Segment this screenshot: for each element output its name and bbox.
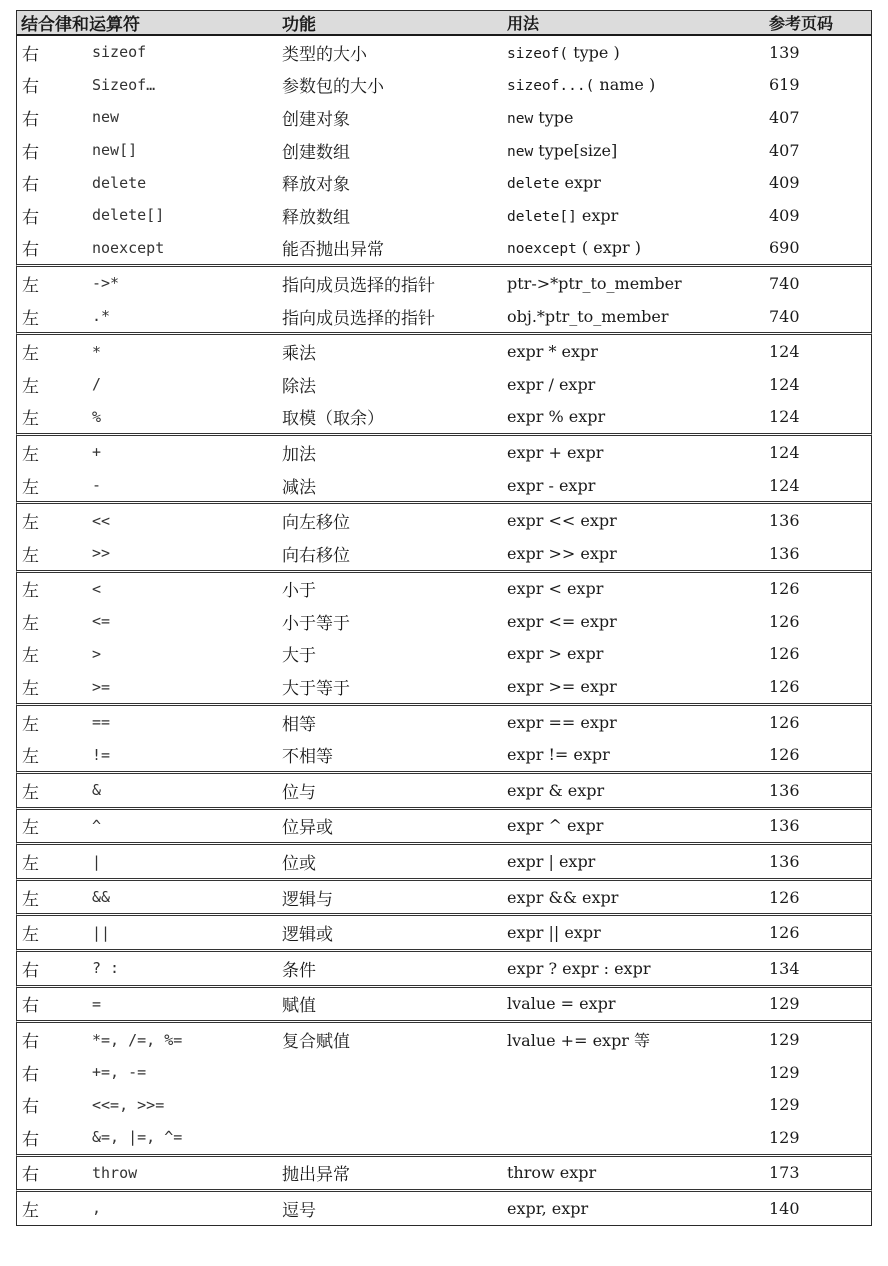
precedence-group [16, 573, 872, 706]
function-cell: 条件 [282, 960, 316, 981]
page-cell: 136 [769, 816, 800, 836]
table-row [17, 845, 871, 878]
associativity-cell: 左 [22, 714, 39, 735]
function-cell: 位异或 [282, 818, 333, 839]
page-cell: 136 [769, 780, 800, 800]
header-associativity-operator: 结合律和运算符 [21, 15, 140, 35]
usage-segment: expr ^ expr [507, 816, 604, 836]
operator-cell: &=, |=, ^= [92, 1128, 183, 1147]
usage-cell [507, 108, 769, 127]
table-row [17, 537, 871, 570]
usage-segment: expr + expr [507, 442, 604, 462]
associativity-cell: 左 [22, 782, 39, 803]
operator-cell: .* [92, 307, 111, 326]
page-cell: 134 [769, 958, 800, 978]
usage-segment: expr / expr [507, 374, 596, 394]
table-row [17, 810, 871, 843]
operator-cell: < [92, 579, 102, 598]
usage-cell [507, 342, 769, 361]
usage-segment: new [507, 110, 534, 127]
precedence-group [16, 810, 872, 846]
page-cell: 619 [769, 75, 800, 95]
associativity-cell: 左 [22, 679, 39, 700]
precedence-group [16, 774, 872, 810]
header-page-reference: 参考页码 [769, 14, 834, 33]
operator-cell: new[] [92, 141, 138, 160]
page-cell: 409 [769, 173, 800, 193]
function-cell: 不相等 [282, 747, 333, 768]
table-row [17, 300, 871, 333]
associativity-cell: 右 [22, 996, 39, 1017]
operator-cell: ? : [92, 959, 120, 978]
usage-cell [507, 307, 769, 326]
function-cell: 取模（取余） [282, 409, 384, 430]
function-cell: 释放数组 [282, 207, 350, 228]
usage-segment: ptr->*ptr_to_member [507, 273, 682, 293]
usage-segment: sizeof( [507, 45, 569, 62]
usage-cell [507, 579, 769, 598]
usage-segment: lvalue = expr [507, 994, 616, 1014]
table-row [17, 706, 871, 739]
page-cell: 407 [769, 140, 800, 160]
page-cell: 173 [769, 1163, 800, 1183]
usage-segment: ( expr ) [576, 238, 641, 258]
function-cell: 向右移位 [282, 545, 350, 566]
usage-cell [507, 994, 769, 1013]
usage-segment: expr * expr [507, 342, 598, 362]
usage-segment: type ) [568, 42, 620, 62]
usage-segment: delete [507, 176, 560, 193]
function-cell: 位或 [282, 854, 316, 875]
associativity-cell: 右 [22, 960, 39, 981]
table-row [17, 1192, 871, 1225]
table-row [17, 101, 871, 134]
associativity-cell: 右 [22, 1097, 39, 1118]
usage-cell [507, 745, 769, 764]
associativity-cell: 左 [22, 581, 39, 602]
usage-segment: throw expr [507, 1163, 597, 1183]
function-cell: 向左移位 [282, 513, 350, 534]
page-cell: 126 [769, 579, 800, 599]
page-cell: 126 [769, 677, 800, 697]
table-row [17, 952, 871, 985]
usage-segment: expr >= expr [507, 677, 617, 697]
associativity-cell: 左 [22, 376, 39, 397]
function-cell: 指向成员选择的指针 [282, 275, 435, 296]
usage-cell [507, 781, 769, 800]
usage-segment: expr & expr [507, 780, 605, 800]
usage-cell [507, 677, 769, 696]
precedence-group [16, 916, 872, 952]
usage-cell [507, 511, 769, 530]
usage-segment: delete[] [507, 208, 577, 225]
function-cell: 小于等于 [282, 613, 350, 634]
usage-segment: expr [576, 205, 619, 225]
page-cell: 126 [769, 644, 800, 664]
associativity-cell: 左 [22, 818, 39, 839]
operator-table [16, 10, 872, 1226]
associativity-cell: 左 [22, 308, 39, 329]
associativity-cell: 左 [22, 1200, 39, 1221]
page-cell: 126 [769, 887, 800, 907]
operator-cell: delete [92, 173, 147, 192]
table-row [17, 69, 871, 102]
usage-cell [507, 1163, 769, 1182]
usage-cell [507, 407, 769, 426]
page-cell: 129 [769, 1095, 800, 1115]
table-row [17, 436, 871, 469]
page-cell: 126 [769, 923, 800, 943]
table-row [17, 638, 871, 671]
usage-cell [507, 75, 769, 94]
usage-cell [507, 476, 769, 495]
table-row [17, 670, 871, 703]
table-row [17, 469, 871, 502]
precedence-group [16, 1192, 872, 1226]
operator-cell: noexcept [92, 238, 165, 257]
usage-segment: expr | expr [507, 852, 596, 872]
header-usage: 用法 [507, 14, 540, 33]
precedence-group [16, 267, 872, 335]
usage-cell [507, 375, 769, 394]
page-cell: 136 [769, 511, 800, 531]
usage-segment: expr % expr [507, 407, 606, 427]
precedence-group [16, 881, 872, 917]
operator-cell: | [92, 852, 102, 871]
function-cell: 逻辑或 [282, 925, 333, 946]
table-row [17, 573, 871, 606]
usage-segment: name ) [594, 75, 656, 95]
operator-cell: throw [92, 1163, 138, 1182]
usage-cell [507, 274, 769, 293]
operator-cell: *=, /=, %= [92, 1030, 183, 1049]
precedence-group [16, 1023, 872, 1156]
page-cell: 740 [769, 306, 800, 326]
page-cell: 124 [769, 342, 800, 362]
precedence-group [16, 988, 872, 1024]
function-cell: 指向成员选择的指针 [282, 308, 435, 329]
usage-segment: obj.*ptr_to_member [507, 306, 669, 326]
table-row [17, 881, 871, 914]
operator-cell: = [92, 994, 102, 1013]
function-cell: 减法 [282, 477, 316, 498]
operator-cell: / [92, 375, 102, 394]
usage-segment: sizeof...( [507, 78, 595, 95]
associativity-cell: 左 [22, 854, 39, 875]
associativity-cell: 左 [22, 444, 39, 465]
associativity-cell: 左 [22, 477, 39, 498]
usage-cell [507, 173, 769, 192]
usage-segment: noexcept [507, 241, 577, 258]
usage-cell [507, 1199, 769, 1218]
table-row [17, 738, 871, 771]
precedence-group [16, 504, 872, 572]
operator-cell: * [92, 342, 102, 361]
associativity-cell: 右 [22, 44, 39, 65]
associativity-cell: 左 [22, 513, 39, 534]
table-row [17, 134, 871, 167]
associativity-cell: 右 [22, 1129, 39, 1150]
page-cell: 129 [769, 994, 800, 1014]
table-row [17, 1121, 871, 1154]
table-row [17, 401, 871, 434]
usage-cell [507, 43, 769, 62]
usage-segment: expr == expr [507, 712, 617, 732]
header-function: 功能 [282, 15, 316, 35]
page-cell: 124 [769, 374, 800, 394]
table-row [17, 1023, 871, 1056]
table-row [17, 36, 871, 69]
page-cell: 407 [769, 107, 800, 127]
usage-cell [507, 923, 769, 942]
function-cell: 参数包的大小 [282, 77, 384, 98]
page-cell: 409 [769, 205, 800, 225]
operator-cell: != [92, 745, 111, 764]
function-cell: 创建数组 [282, 142, 350, 163]
precedence-group [16, 706, 872, 774]
function-cell: 抛出异常 [282, 1165, 350, 1186]
operator-cell: + [92, 443, 102, 462]
associativity-cell: 左 [22, 275, 39, 296]
usage-cell [507, 816, 769, 835]
function-cell: 能否抛出异常 [282, 240, 384, 261]
function-cell: 逗号 [282, 1200, 316, 1221]
precedence-group [16, 952, 872, 988]
associativity-cell: 左 [22, 545, 39, 566]
operator-cell: == [92, 713, 111, 732]
usage-segment: expr <= expr [507, 611, 617, 631]
operator-cell: delete[] [92, 206, 165, 225]
page-cell: 690 [769, 238, 800, 258]
operator-cell: - [92, 476, 102, 495]
associativity-cell: 右 [22, 207, 39, 228]
page-cell: 126 [769, 745, 800, 765]
table-row [17, 988, 871, 1021]
function-cell: 位与 [282, 782, 316, 803]
associativity-cell: 左 [22, 889, 39, 910]
associativity-cell: 右 [22, 175, 39, 196]
precedence-group [16, 1157, 872, 1193]
function-cell: 除法 [282, 376, 316, 397]
table-header [16, 10, 872, 36]
function-cell: 类型的大小 [282, 44, 367, 65]
operator-cell: sizeof [92, 43, 147, 62]
associativity-cell: 右 [22, 1165, 39, 1186]
page-cell: 140 [769, 1198, 800, 1218]
usage-cell [507, 238, 769, 257]
associativity-cell: 左 [22, 646, 39, 667]
operator-cell: >> [92, 544, 111, 563]
function-cell: 乘法 [282, 344, 316, 365]
associativity-cell: 右 [22, 240, 39, 261]
precedence-group [16, 335, 872, 436]
usage-cell [507, 959, 769, 978]
operator-cell: & [92, 781, 102, 800]
page-cell: 124 [769, 407, 800, 427]
page-cell: 129 [769, 1030, 800, 1050]
function-cell: 复合赋值 [282, 1032, 350, 1053]
usage-segment: type[size] [533, 140, 618, 160]
function-cell: 大于等于 [282, 679, 350, 700]
function-cell: 赋值 [282, 996, 316, 1017]
table-row [17, 605, 871, 638]
associativity-cell: 左 [22, 747, 39, 768]
page-cell: 136 [769, 852, 800, 872]
table-row [17, 368, 871, 401]
table-row [17, 774, 871, 807]
usage-segment: new [507, 143, 534, 160]
table-row [17, 1088, 871, 1121]
operator-cell: || [92, 923, 111, 942]
usage-segment: expr != expr [507, 745, 610, 765]
associativity-cell: 右 [22, 109, 39, 130]
page-cell: 126 [769, 611, 800, 631]
page-cell: 124 [769, 475, 800, 495]
usage-cell [507, 644, 769, 663]
operator-cell: > [92, 644, 102, 663]
precedence-group [16, 36, 872, 267]
precedence-group [16, 436, 872, 504]
operator-cell: +=, -= [92, 1063, 147, 1082]
associativity-cell: 右 [22, 142, 39, 163]
operator-cell: << [92, 511, 111, 530]
usage-segment: expr, expr [507, 1198, 589, 1218]
usage-segment: expr > expr [507, 644, 604, 664]
operator-cell: <= [92, 612, 111, 631]
operator-cell: >= [92, 677, 111, 696]
operator-cell: ^ [92, 816, 102, 835]
usage-segment: expr - expr [507, 475, 596, 495]
table-row [17, 166, 871, 199]
page-cell: 139 [769, 42, 800, 62]
function-cell: 加法 [282, 444, 316, 465]
table-row [17, 232, 871, 265]
table-row [17, 1056, 871, 1089]
function-cell: 释放对象 [282, 175, 350, 196]
table-row [17, 199, 871, 232]
table-body [16, 36, 872, 1226]
usage-cell [507, 443, 769, 462]
usage-cell [507, 206, 769, 225]
table-row [17, 504, 871, 537]
usage-segment: expr && expr [507, 887, 619, 907]
operator-cell: <<=, >>= [92, 1095, 165, 1114]
usage-cell [507, 713, 769, 732]
usage-segment: type [533, 107, 574, 127]
operator-cell: , [92, 1199, 102, 1218]
function-cell: 创建对象 [282, 109, 350, 130]
page-cell: 126 [769, 712, 800, 732]
operator-cell: ->* [92, 274, 120, 293]
usage-segment: expr << expr [507, 511, 617, 531]
operator-cell: % [92, 407, 102, 426]
page-cell: 124 [769, 442, 800, 462]
usage-cell [507, 852, 769, 871]
usage-cell [507, 612, 769, 631]
usage-cell [507, 888, 769, 907]
usage-cell [507, 1028, 769, 1051]
usage-segment: expr ? expr : expr [507, 958, 651, 978]
precedence-group [16, 845, 872, 881]
associativity-cell: 左 [22, 925, 39, 946]
associativity-cell: 左 [22, 344, 39, 365]
associativity-cell: 左 [22, 613, 39, 634]
table-row [17, 916, 871, 949]
page-cell: 129 [769, 1127, 800, 1147]
associativity-cell: 左 [22, 409, 39, 430]
usage-cell [507, 544, 769, 563]
page-cell: 136 [769, 543, 800, 563]
operator-cell: && [92, 888, 111, 907]
associativity-cell: 右 [22, 77, 39, 98]
usage-segment: lvalue += expr 等 [507, 1031, 651, 1051]
table-row [17, 1157, 871, 1190]
associativity-cell: 右 [22, 1032, 39, 1053]
usage-segment: expr < expr [507, 579, 604, 599]
table-row [17, 335, 871, 368]
page-cell: 740 [769, 273, 800, 293]
function-cell: 逻辑与 [282, 889, 333, 910]
usage-cell [507, 141, 769, 160]
operator-cell: new [92, 108, 120, 127]
usage-segment: expr [559, 173, 601, 193]
usage-segment: expr || expr [507, 923, 601, 943]
usage-segment: expr >> expr [507, 543, 617, 563]
function-cell: 小于 [282, 581, 316, 602]
function-cell: 大于 [282, 646, 316, 667]
operator-cell: Sizeof… [92, 75, 156, 94]
table-row [17, 267, 871, 300]
associativity-cell: 右 [22, 1064, 39, 1085]
function-cell: 相等 [282, 714, 316, 735]
page-cell: 129 [769, 1062, 800, 1082]
